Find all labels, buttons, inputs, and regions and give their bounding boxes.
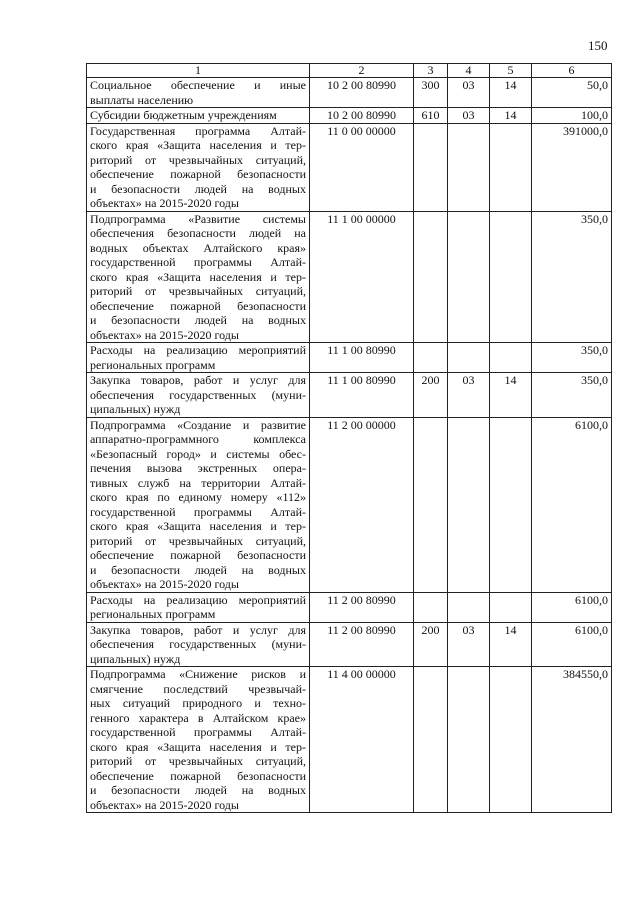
row-name-line: государственной программы Алтай- — [90, 255, 306, 269]
table-header-row — [87, 64, 612, 78]
row-name-line: Подпрограмма «Создание и развитие — [90, 417, 306, 432]
row-name-cell — [87, 592, 310, 622]
row-name-line: региональных программ — [90, 357, 216, 372]
row-col4-cell — [448, 592, 490, 622]
row-code-cell: 11 1 00 00000 — [310, 211, 414, 343]
row-name-line: и безопасности людей на водных — [90, 783, 306, 797]
row-name-line: ского края «Защита населения и тер- — [90, 138, 306, 152]
row-col5-cell — [490, 123, 532, 211]
row-name-line: обеспечение пожарной безопасности — [90, 768, 306, 783]
row-name-line: Расходы на реализацию мероприятий — [90, 592, 306, 607]
row-amount-cell: 350,0 — [532, 373, 612, 418]
row-name-line: Государственная программа Алтай- — [90, 123, 306, 138]
row-amount-cell: 6100,0 — [532, 417, 612, 592]
table-row — [87, 211, 612, 343]
row-col5-cell — [490, 343, 532, 373]
row-name-line: обеспечение пожарной безопасности — [90, 167, 306, 181]
row-name-line: государственной программы Алтай- — [90, 504, 306, 519]
row-name-line: водных объектах Алтайского края» — [90, 240, 306, 255]
row-col5-cell — [490, 667, 532, 813]
row-col3-cell — [414, 343, 448, 373]
row-amount-cell: 6100,0 — [532, 592, 612, 622]
row-col3-cell: 610 — [414, 108, 448, 124]
table-row — [87, 417, 612, 592]
row-col5-cell — [490, 211, 532, 343]
row-col4-cell: 03 — [448, 78, 490, 108]
row-code-cell: 11 4 00 00000 — [310, 667, 414, 813]
row-code-cell: 11 2 00 00000 — [310, 417, 414, 592]
table-row — [87, 667, 612, 813]
row-amount-cell: 350,0 — [532, 211, 612, 343]
table-row — [87, 622, 612, 667]
row-col3-cell — [414, 417, 448, 592]
row-name-line: обеспечение пожарной безопасности — [90, 298, 306, 313]
budget-table — [86, 63, 612, 813]
row-name-cell — [87, 108, 310, 124]
row-col4-cell — [448, 343, 490, 373]
row-name-line: риторий от чрезвычайных ситуаций, — [90, 533, 306, 548]
row-name-line: ского края «Защита населения и тер- — [90, 269, 306, 284]
row-name-line: объектах» на 2015-2020 годы — [90, 327, 239, 342]
row-name-line: обеспечения государственных (муни- — [90, 387, 306, 402]
row-code-cell: 11 1 00 80990 — [310, 343, 414, 373]
row-amount-cell: 50,0 — [532, 78, 612, 108]
row-col5-cell: 14 — [490, 373, 532, 418]
row-name-line: ципальных) нужд — [90, 402, 181, 416]
table-row — [87, 78, 612, 108]
row-name-cell — [87, 373, 310, 418]
row-name-cell — [87, 123, 310, 211]
row-name-line: объектах» на 2015-2020 годы — [90, 196, 239, 210]
row-name-line: обеспечение пожарной безопасности — [90, 548, 306, 562]
column-header-5: 5 — [490, 64, 532, 78]
row-name-line: ского края «Защита населения и тер- — [90, 519, 306, 533]
row-code-cell: 10 2 00 80990 — [310, 108, 414, 124]
row-name-line: выплаты населению — [90, 92, 194, 107]
row-col4-cell: 03 — [448, 108, 490, 124]
row-col4-cell — [448, 417, 490, 592]
column-header-name: 1 — [87, 64, 310, 78]
row-code-cell: 11 1 00 80990 — [310, 373, 414, 418]
row-amount-cell: 350,0 — [532, 343, 612, 373]
row-name-line: объектах» на 2015-2020 годы — [90, 797, 239, 812]
column-header-3: 3 — [414, 64, 448, 78]
row-name-line: объектах» на 2015-2020 годы — [90, 577, 239, 591]
row-name-line: ского края по единому номеру «112» — [90, 490, 306, 504]
page-number: 150 — [588, 38, 608, 53]
row-name-line: печения вызова экстренных опера- — [90, 461, 306, 475]
row-name-cell — [87, 417, 310, 592]
row-name-cell — [87, 211, 310, 343]
row-col5-cell — [490, 592, 532, 622]
row-name-line: Подпрограмма «Развитие системы — [90, 211, 306, 226]
row-amount-cell: 391000,0 — [532, 123, 612, 211]
table-row — [87, 592, 612, 622]
row-name-line: Подпрограмма «Снижение рисков и — [90, 667, 306, 681]
row-code-cell: 11 0 00 00000 — [310, 123, 414, 211]
table-row — [87, 373, 612, 418]
row-amount-cell: 100,0 — [532, 108, 612, 124]
row-name-line: региональных программ — [90, 607, 216, 621]
row-col4-cell: 03 — [448, 622, 490, 667]
row-name-line: и безопасности людей на водных — [90, 562, 306, 577]
row-col4-cell — [448, 211, 490, 343]
row-col5-cell: 14 — [490, 622, 532, 667]
row-col3-cell — [414, 211, 448, 343]
row-col4-cell — [448, 667, 490, 813]
row-name-line: обеспечения безопасности людей на — [90, 226, 306, 240]
row-name-line: Закупка товаров, работ и услуг для — [90, 622, 306, 637]
row-amount-cell: 384550,0 — [532, 667, 612, 813]
row-name-line: риторий от чрезвычайных ситуаций, — [90, 754, 306, 768]
table-row — [87, 343, 612, 373]
row-name-line: Расходы на реализацию мероприятий — [90, 343, 306, 357]
row-name-line: Социальное обеспечение и иные — [90, 78, 306, 92]
row-name-line: риторий от чрезвычайных ситуаций, — [90, 152, 306, 167]
row-name-line: и безопасности людей на водных — [90, 181, 306, 196]
row-col3-cell: 300 — [414, 78, 448, 108]
row-name-line: ных ситуаций природного и техно- — [90, 696, 306, 710]
row-name-line: генного характера в Алтайском крае» — [90, 710, 306, 725]
table-row — [87, 123, 612, 211]
row-name-cell — [87, 622, 310, 667]
row-name-line: Закупка товаров, работ и услуг для — [90, 373, 306, 387]
row-col5-cell: 14 — [490, 78, 532, 108]
row-col3-cell — [414, 592, 448, 622]
row-name-cell — [87, 78, 310, 108]
column-header-4: 4 — [448, 64, 490, 78]
row-name-line: аппаратно-программного комплекса — [90, 432, 306, 446]
row-name-line: «Безопасный город» и системы обес- — [90, 446, 306, 461]
row-col5-cell: 14 — [490, 108, 532, 124]
row-name-cell — [87, 667, 310, 813]
row-name-line: ципальных) нужд — [90, 651, 181, 666]
row-amount-cell: 6100,0 — [532, 622, 612, 667]
row-col3-cell: 200 — [414, 622, 448, 667]
row-name-line: Субсидии бюджетным учреждениям — [90, 108, 277, 122]
row-col3-cell — [414, 667, 448, 813]
row-code-cell: 11 2 00 80990 — [310, 592, 414, 622]
row-name-cell — [87, 343, 310, 373]
row-col3-cell: 200 — [414, 373, 448, 418]
row-col5-cell — [490, 417, 532, 592]
row-col3-cell — [414, 123, 448, 211]
row-name-line: тивных служб на территории Алтай- — [90, 475, 306, 490]
row-name-line: ского края «Защита населения и тер- — [90, 739, 306, 754]
column-header-code: 2 — [310, 64, 414, 78]
column-header-amount: 6 — [532, 64, 612, 78]
row-code-cell: 10 2 00 80990 — [310, 78, 414, 108]
table-body — [87, 78, 612, 813]
row-code-cell: 11 2 00 80990 — [310, 622, 414, 667]
row-name-line: государственной программы Алтай- — [90, 725, 306, 739]
row-col4-cell: 03 — [448, 373, 490, 418]
row-name-line: смягчение последствий чрезвычай- — [90, 681, 306, 696]
table-row — [87, 108, 612, 124]
row-name-line: обеспечения государственных (муни- — [90, 637, 306, 651]
row-col4-cell — [448, 123, 490, 211]
row-name-line: и безопасности людей на водных — [90, 313, 306, 327]
row-name-line: риторий от чрезвычайных ситуаций, — [90, 284, 306, 298]
